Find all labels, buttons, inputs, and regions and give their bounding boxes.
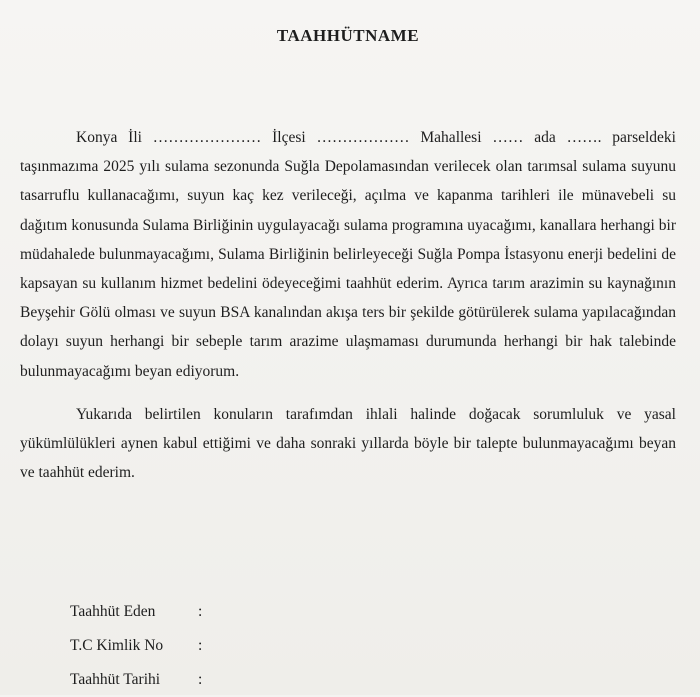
signature-row-committer: [70, 595, 676, 629]
committer-label: Taahhüt Eden: [70, 603, 156, 621]
commitment-paragraph: Konya İli ………………… İlçesi ……………… Mahallesi …… ada ……. parseldeki taşınmazıma 2025 yılı sulama sezonunda Suğla Depolamasından verilecek olan tarımsal sulama suyunu tasarruflu kullanacağımı, suyun kaç kez verileceği, açılma ve kapanma tarihleri ile münavebeli su dağıtım konusunda Sulama Birliğinin uygulayacağı sulama programına uyacağımı, kanallara herhangi bir müdahalede bulunmayacağımı, Sulama Birliğinin belirleyeceği Suğla Pompa İstasyonu enerji bedelini de kapsayan su kullanım hizmet bedelini ödeyeceğimi taahhüt ederim. Ayrıca tarım arazimin su kaynağının Beyşehir Gölü olması ve suyun BSA kanalından akışa ters bir şekilde götürülerek sulama yapılacağından dolayı suyun herhangi bir sebeple tarım arazime ulaşmaması durumunda herhangi bir hak talebinde bulunmayacağımı beyan ediyorum.: [20, 129, 676, 380]
signature-block: [70, 595, 676, 697]
id-number-colon: :: [198, 637, 203, 655]
commit-date-colon: :: [198, 671, 203, 689]
id-number-label: T.C Kimlik No: [70, 637, 164, 655]
commit-date-label: Taahhüt Tarihi: [70, 671, 161, 689]
document-title: TAAHHÜTNAME: [276, 26, 420, 45]
declaration-paragraph: Yukarıda belirtilen konuların tarafımdan ihlali halinde doğacak sorumluluk ve yasal yükümlülükleri aynen kabul ettiğimi ve daha sonraki yıllarda böyle bir talepte bulunmayacağımı beyan ve taahhüt ederim.: [20, 405, 676, 482]
signature-row-date: [70, 663, 676, 697]
committer-colon: :: [198, 603, 203, 621]
signature-row-id-number: [70, 629, 676, 663]
